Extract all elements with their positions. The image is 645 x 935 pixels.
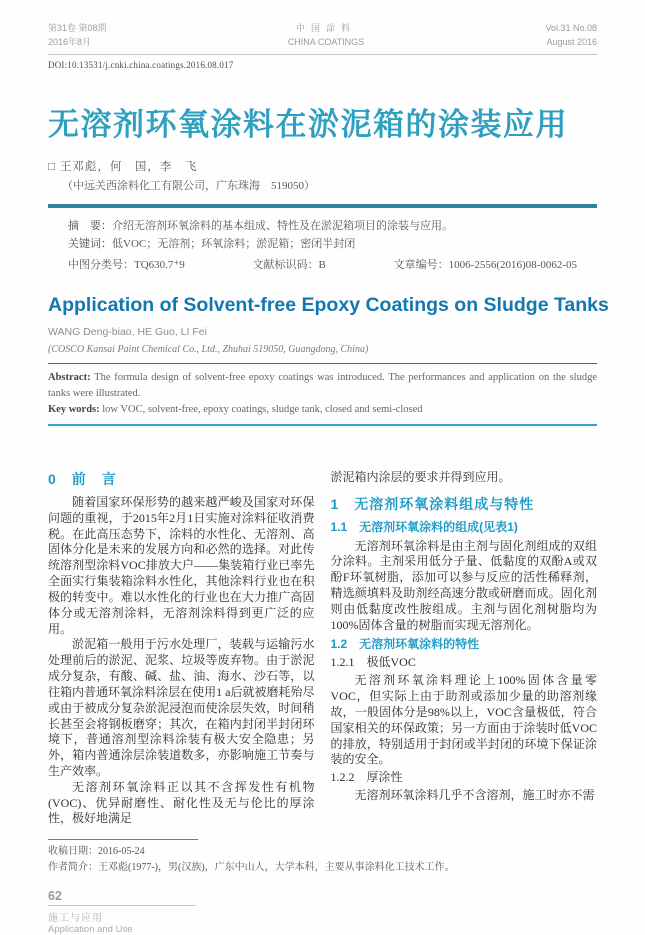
journal-issue-cn xyxy=(48,22,107,49)
abstract-en-line xyxy=(48,370,597,402)
footnote-rule xyxy=(48,839,198,840)
subsection-heading-1-2-2: 1.2.2 厚涂性 xyxy=(330,770,403,785)
paragraph: 淤泥箱一般用于污水处理厂，装载与运输污水处理前后的淤泥、泥浆、垃圾等废弃物。由于淤泥成分复杂，有酸、碱、盐、油、海水、沙石等，以往箱内普通环氧涂料涂层在使用1 a后就被磨耗殆尽或由于被成分复杂淤泥浸泡而使涂层失效，时间稍长甚至会将钢板磨穿；其次，在箱内封闭半封闭环境下，普通溶剂型涂料涂装有极大安全隐患；另外，箱内普通涂层涂装道数多，亦影响施工节奏与生产效率。 xyxy=(48,637,315,778)
left-column xyxy=(48,470,315,827)
article-id: 文章编号：1006-2556(2016)08-0062-05 xyxy=(393,259,577,272)
body-columns xyxy=(48,470,597,827)
journal-issue-en-line2: August 2016 xyxy=(546,36,597,47)
footer-rule xyxy=(48,905,196,906)
abstract-en-label: Abstract: xyxy=(48,372,91,384)
journal-issue-cn-line1: 第31卷 第08期 xyxy=(48,23,107,33)
section-heading-1: 1 无溶剂环氧涂料组成与特性 xyxy=(330,496,535,513)
subsection-heading-1-2: 1.2 无溶剂环氧涂料的特性 xyxy=(330,636,480,651)
journal-name-cn: 中国涂料 xyxy=(295,23,356,33)
journal-issue-en-line1: Vol.31 No.08 xyxy=(545,23,597,33)
journal-header xyxy=(48,22,597,55)
footer-section-cn: 施工与应用 xyxy=(48,913,103,925)
authors-cn: □ 王邓彪，何 国，李 飞 xyxy=(48,161,198,173)
classification-row xyxy=(48,253,597,272)
right-column xyxy=(331,470,598,827)
english-divider-rule xyxy=(48,363,597,364)
clc-number: 中图分类号：TQ630.7⁺9 xyxy=(68,259,185,272)
paragraph: 无溶剂环氧涂料几乎不含溶剂，施工时亦不需 xyxy=(354,787,595,802)
affiliation-en: (COSCO Kansai Paint Chemical Co., Ltd., Zhuhai 519050, Guangdong, China) xyxy=(48,344,369,356)
journal-name-en: CHINA COATINGS xyxy=(287,36,365,47)
paragraph-continuation: 淤泥箱内涂层的要求并得到应用。 xyxy=(330,470,511,485)
abstract-cn-label: 摘 要： xyxy=(68,220,112,232)
abstract-cn-text: 介绍无溶剂环氧涂料的基本组成、特性及在淤泥箱项目的涂装与应用。 xyxy=(112,220,453,232)
doi-line: DOI:10.13531/j.cnki.china.coatings.2016.08.017 xyxy=(48,60,234,70)
keywords-cn-label: 关键词： xyxy=(68,237,112,250)
received-date-line: 收稿日期：2016-05-24 xyxy=(48,846,145,858)
abstract-cn xyxy=(48,208,597,236)
abstract-en xyxy=(48,370,597,426)
keywords-cn xyxy=(48,236,597,254)
affiliation-cn: （中远关西涂料化工有限公司，广东珠海 519050） xyxy=(62,180,315,192)
paragraph: 随着国家环保形势的越来越严峻及国家对环保问题的重视，于2015年2月1日实施对涂料征收消费税。在此高压态势下，涂料的水性化、无溶剂、高固体分化是未来的发展方向和必然的选择。对此传统溶剂型涂料VOC排放大户——集装箱行业已率先全面实行集装箱涂料水性化，其他涂料行业也在积极的转变中。难以水性化的行业也在大力推广高固体分或无溶剂涂料，无溶剂涂料得到更广泛的应用。 xyxy=(48,494,315,636)
page-footer xyxy=(48,889,597,935)
keywords-en-label: Key words: xyxy=(48,403,100,415)
paragraph: 无溶剂环氧涂料是由主剂与固化剂组成的双组分涂料。主剂采用低分子量、低黏度的双酚A或双酚F环氧树脂，添加可以参与反应的活性稀释剂，精选颜填料及助剂经高速分散或研磨而成。固化剂则由低黏度改性胺组成。主剂与固化剂树脂均为100%固体含量的树脂而实现无溶剂化。 xyxy=(330,538,597,632)
subsection-heading-1-1: 1.1 无溶剂环氧涂料的组成(见表1) xyxy=(330,519,518,534)
paragraph: 无溶剂环氧涂料理论上100%固体含量零VOC，但实际上由于助剂或添加少量的助溶剂缘故，一般固体分是98%以上，VOC含量极低，符合国家相关的环保政策；另一方面由于涂装时低VOC的排放，特别适用于封闭或半封闭的环境下保证涂装的安全。 xyxy=(330,673,597,767)
article-title-cn: 无溶剂环氧涂料在淤泥箱的涂装应用 xyxy=(48,107,568,142)
journal-name xyxy=(288,22,364,49)
abstract-en-text: The formula design of solvent-free epoxy coatings was introduced. The performances and application on the sludge tanks were illustrated. xyxy=(48,372,597,399)
journal-issue-cn-line2: 2016年8月 xyxy=(48,36,92,47)
subsection-heading-1-2-1: 1.2.1 极低VOC xyxy=(330,655,416,670)
keywords-cn-text: 低VOC；无溶剂；环氧涂料；淤泥箱；密闭半封闭 xyxy=(112,237,356,250)
paragraph: 无溶剂环氧涂料正以其不含挥发性有机物(VOC)、优异耐磨性、耐化性及无与伦比的厚涂性，极好地满足 xyxy=(48,779,315,826)
document-code: 文献标识码：B xyxy=(252,259,326,272)
journal-issue-en xyxy=(545,22,597,49)
keywords-en-text: low VOC, solvent-free, epoxy coatings, sludge tank, closed and semi-closed xyxy=(99,403,423,415)
footnote xyxy=(48,839,597,875)
author-bio-line: 作者简介：王邓彪(1977-)，男(汉族)，广东中山人，大学本科，主要从事涂料化工技术工作。 xyxy=(48,861,455,873)
authors-en: WANG Deng-biao, HE Guo, LI Fei xyxy=(48,326,207,339)
keywords-en-line xyxy=(48,402,597,418)
section-heading-0: 0 前 言 xyxy=(48,471,117,488)
page-number: 62 xyxy=(48,889,62,904)
footer-section-en: Application and Use xyxy=(48,924,133,935)
article-title-en: Application of Solvent-free Epoxy Coatings on Sludge Tanks xyxy=(48,294,609,317)
